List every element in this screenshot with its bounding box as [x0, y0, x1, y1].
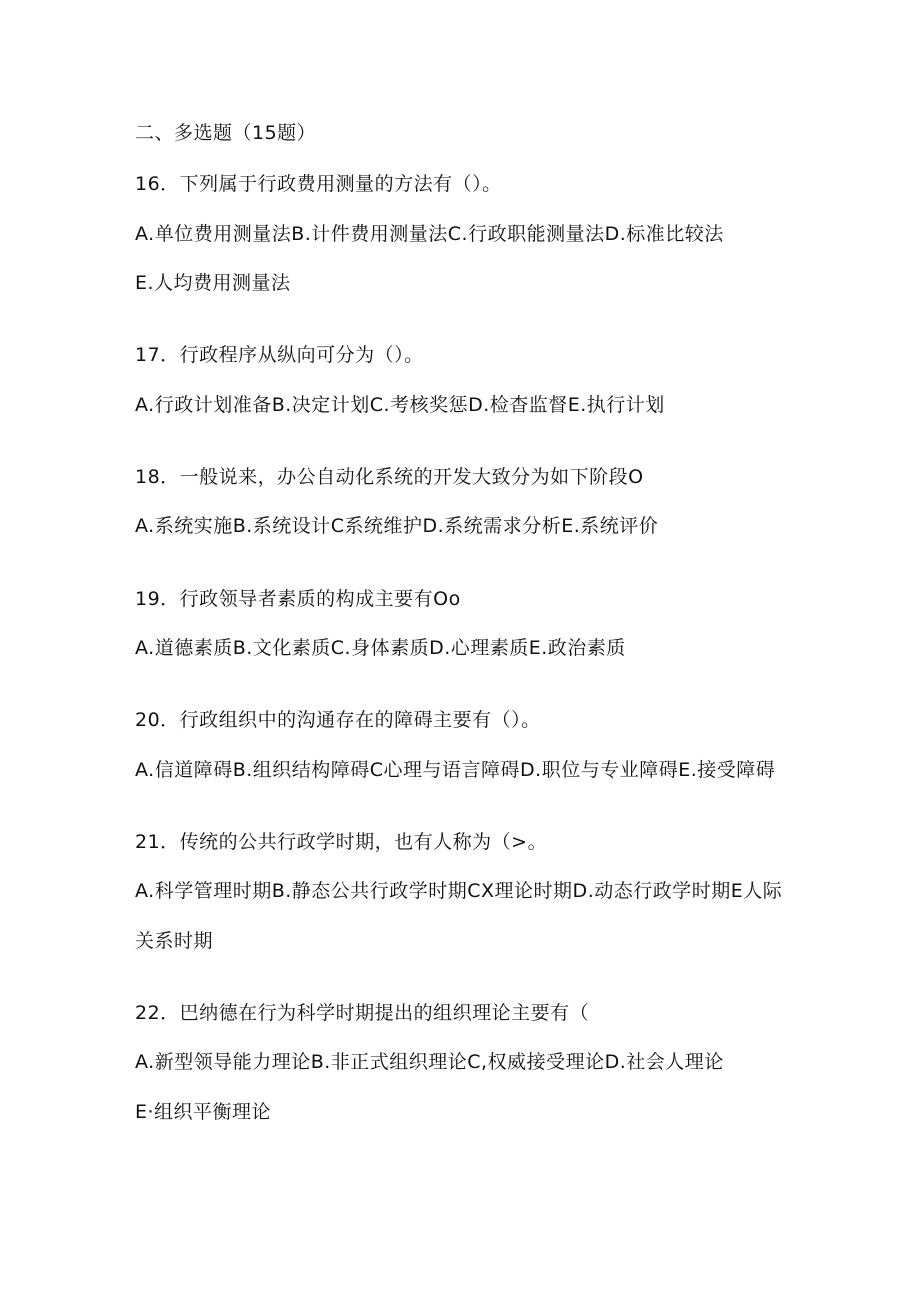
question-21-stem: 21．传统的公共行政学时期，也有人称为（>。	[135, 831, 548, 853]
question-20-options-line-1: A.信道障碍B.组织结构障碍C心理与语言障碍D.职位与专业障碍E.接受障碍	[135, 759, 776, 781]
question-22-options-line-2: E·组织平衡理论	[135, 1101, 272, 1123]
question-20-stem: 20．行政组织中的沟通存在的障碍主要有（）。	[135, 709, 541, 731]
question-19-stem: 19．行政领导者素质的构成主要有Oo	[135, 588, 461, 610]
section-title: 二、多选题（15题）	[135, 122, 317, 144]
question-16-options-line-1: A.单位费用测量法B.计件费用测量法C.行政职能测量法D.标准比较法	[135, 223, 724, 245]
question-18-stem: 18．一般说来，办公自动化系统的开发大致分为如下阶段O	[135, 466, 644, 488]
question-16-options-line-2: E.人均费用测量法	[135, 272, 291, 294]
question-22-options-line-1: A.新型领导能力理论B.非正式组织理论C,权威接受理论D.社会人理论	[135, 1051, 724, 1073]
question-18-options-line-1: A.系统实施B.系统设计C系统维护D.系统需求分析E.系统评价	[135, 515, 659, 537]
question-17-stem: 17．行政程序从纵向可分为（）。	[135, 344, 424, 366]
question-21-options-line-2: 关系时期	[135, 930, 214, 952]
question-21-options-line-1: A.科学管理时期B.静态公共行政学时期CX理论时期D.动态行政学时期E人际	[135, 880, 783, 902]
question-17-options-line-1: A.行政计划准备B.决定计划C.考核奖惩D.检杳监督E.执行计划	[135, 394, 665, 416]
question-22-stem: 22．巴纳德在行为科学时期提出的组织理论主要有（	[135, 1002, 590, 1024]
question-19-options-line-1: A.道德素质B.文化素质C.身体素质D.心理素质E.政治素质	[135, 637, 626, 659]
question-16-stem: 16．下列属于行政费用测量的方法有（）。	[135, 173, 502, 195]
